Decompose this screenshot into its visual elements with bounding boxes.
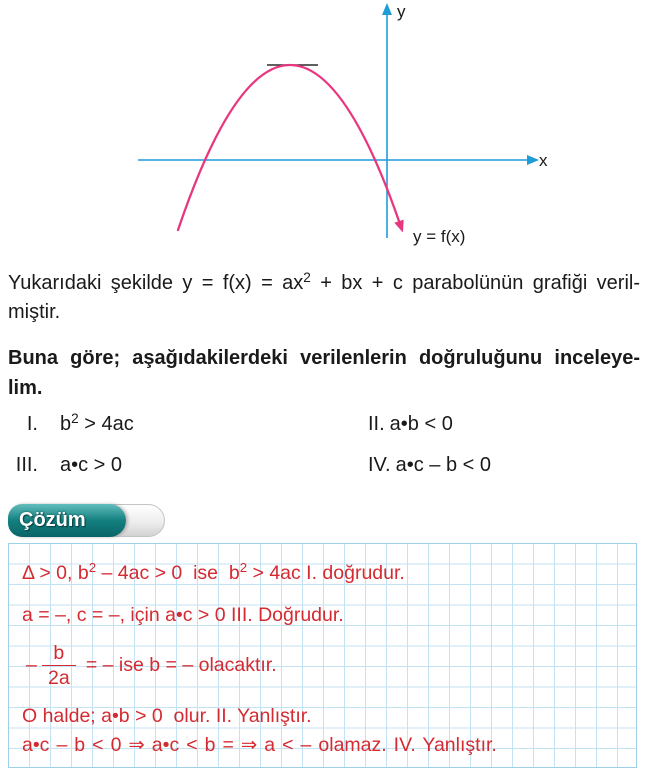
statement-expression bbox=[60, 412, 134, 436]
y-axis-arrowhead bbox=[382, 3, 392, 15]
solution-line-3 bbox=[26, 640, 277, 690]
parabola-graph bbox=[0, 0, 648, 250]
statement-numeral: I. bbox=[26, 413, 38, 435]
curve-label: y = f(x) bbox=[413, 227, 466, 246]
solution-line-1 bbox=[22, 561, 405, 585]
intro-text-after-exponent: + bx + c parabolünün grafiği veril- bbox=[310, 272, 640, 294]
statement-expression: a•b < 0 bbox=[389, 413, 453, 435]
solution-line-1-part-1: Δ > 0, b bbox=[22, 562, 89, 584]
statement-numeral: III. bbox=[15, 454, 38, 476]
y-axis-label: y bbox=[397, 2, 406, 21]
question-intro-line-1 bbox=[8, 271, 640, 295]
parabola-arrowhead bbox=[394, 220, 403, 233]
statement-exponent: 2 bbox=[71, 410, 79, 426]
solution-line-5: a•c – b < 0 ⇒ a•c < b = ⇒ a < – olamaz. IV. Yanlıştır. bbox=[22, 734, 497, 756]
statement-expression: a•c > 0 bbox=[60, 454, 123, 476]
statement-4 bbox=[368, 453, 491, 477]
x-axis-label: x bbox=[539, 151, 548, 170]
statement-1 bbox=[8, 412, 134, 436]
question-prompt-line-2: lim. bbox=[8, 377, 43, 399]
solution-line-1-part-2: – 4ac > 0 ise b bbox=[96, 562, 240, 584]
question-intro-line-2: miştir. bbox=[8, 301, 61, 323]
question-prompt-line-1: Buna göre; aşağıdakilerdeki verilenlerin doğruluğunu inceleye- bbox=[8, 347, 640, 369]
parabola-curve bbox=[178, 65, 400, 230]
solution-line-1-exponent-2: 2 bbox=[239, 559, 248, 575]
fraction-numerator: b bbox=[42, 641, 76, 666]
statement-expression: a•c – b < 0 bbox=[395, 454, 492, 476]
solution-line-3-rest: = – ise b = – olacaktır. bbox=[85, 653, 277, 676]
statement-2 bbox=[368, 412, 453, 436]
solution-badge-label: Çözüm bbox=[19, 509, 86, 531]
statement-numeral: IV. bbox=[368, 454, 391, 476]
intro-text-before-exponent: Yukarıdaki şekilde y = f(x) = ax bbox=[8, 272, 304, 294]
statement-base: b bbox=[60, 413, 72, 435]
fraction bbox=[42, 641, 76, 690]
solution-line-4: O halde; a•b > 0 olur. II. Yanlıştır. bbox=[22, 705, 312, 727]
solution-line-2: a = –, c = –, için a•c > 0 III. Doğrudur. bbox=[22, 604, 344, 626]
statement-numeral: II. bbox=[368, 413, 385, 435]
statement-rest: > 4ac bbox=[78, 413, 134, 435]
badge-head bbox=[8, 504, 126, 537]
fraction-sign: – bbox=[26, 653, 37, 676]
solution-badge bbox=[8, 504, 165, 537]
x-axis-arrowhead bbox=[527, 155, 539, 165]
statement-3 bbox=[8, 453, 122, 477]
intro-exponent: 2 bbox=[303, 269, 311, 285]
solution-line-1-exponent-1: 2 bbox=[88, 559, 97, 575]
solution-line-1-part-3: > 4ac I. doğrudur. bbox=[247, 562, 405, 584]
fraction-denominator: 2a bbox=[48, 666, 70, 689]
